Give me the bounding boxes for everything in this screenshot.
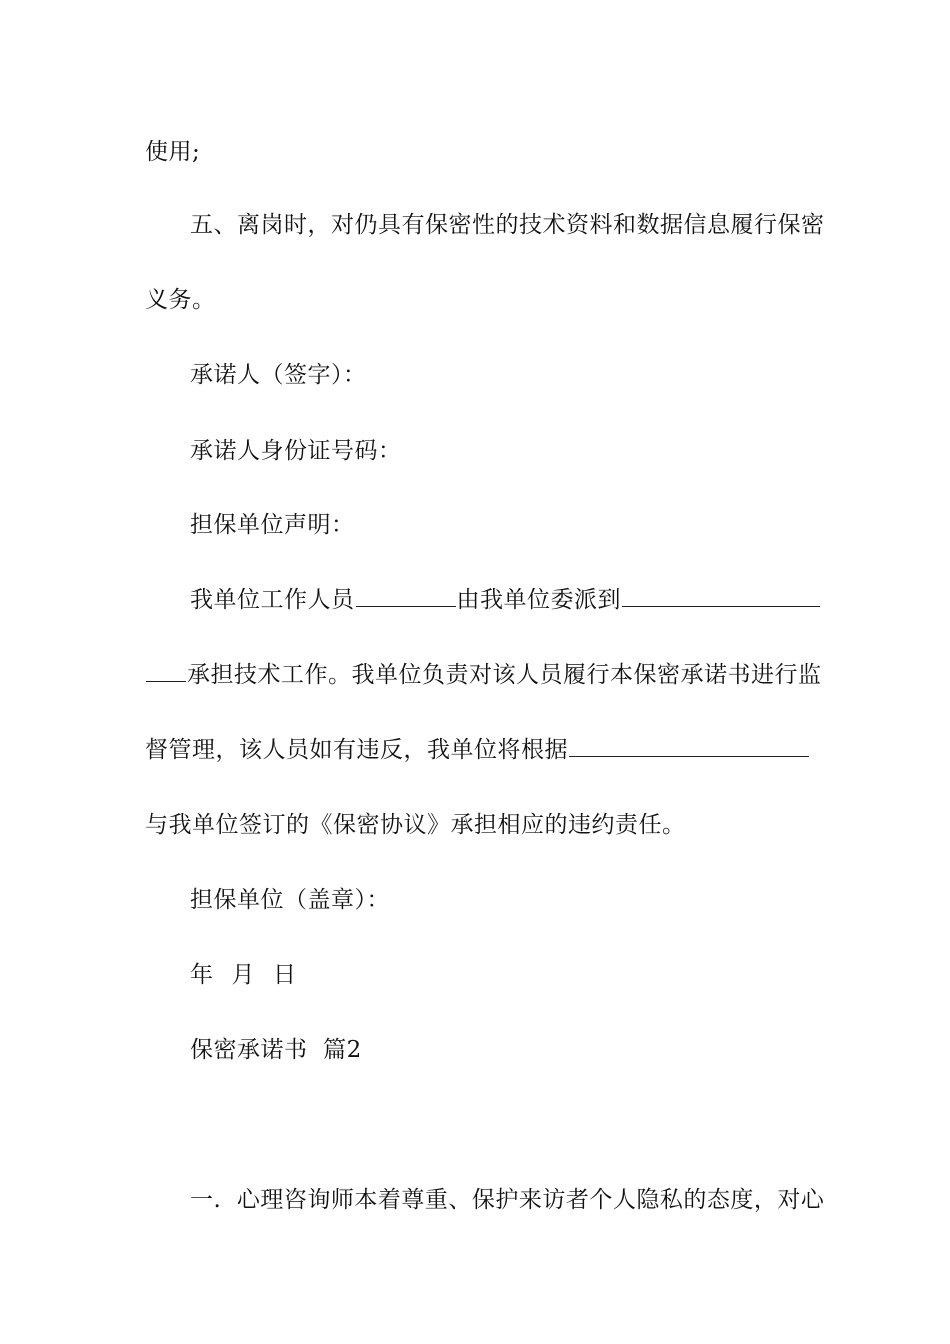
- seal-line: [190, 885, 815, 915]
- line-text: 承担技术工作。我单位负责对该人员履行本保密承诺书进行监: [187, 662, 822, 688]
- line-text: 义务。: [145, 287, 216, 313]
- line-text: 保密承诺书 篇2: [190, 1037, 362, 1063]
- text-line-9: [145, 735, 815, 765]
- date-line: [190, 960, 815, 990]
- destination-blank-continued: [146, 661, 186, 682]
- line-text: 督管理，该人员如有违反，我单位将根据: [145, 737, 568, 763]
- id-number-line: [190, 436, 815, 466]
- name-blank: [356, 586, 456, 607]
- text-line-14: [190, 1185, 825, 1215]
- signature-line: [190, 360, 815, 390]
- line-text: 我单位工作人员: [190, 587, 355, 613]
- day-label: 日: [273, 962, 297, 988]
- guarantor-statement-heading: [190, 510, 815, 540]
- year-label: 年: [190, 962, 214, 988]
- line-text: 使用;: [145, 139, 201, 165]
- destination-blank: [622, 586, 820, 607]
- line-text: 担保单位声明：: [190, 512, 355, 538]
- text-line-7: [190, 585, 815, 615]
- line-text: 与我单位签订的《保密协议》承担相应的违约责任。: [145, 812, 686, 838]
- line-text: 承诺人（签字）：: [190, 362, 367, 388]
- text-line-1: [145, 137, 815, 167]
- line-text: 五、离岗时，对仍具有保密性的技术资料和数据信息履行保密: [190, 212, 825, 238]
- text-line-10: [145, 810, 815, 840]
- line-text: 由我单位委派到: [456, 587, 621, 613]
- text-line-8: [145, 660, 822, 690]
- line-text: 担保单位（盖章）：: [190, 887, 390, 913]
- text-line-3: [145, 285, 815, 315]
- line-text: 承诺人身份证号码：: [190, 438, 402, 464]
- month-label: 月: [231, 962, 255, 988]
- basis-blank: [569, 736, 809, 757]
- line-text: 一. 心理咨询师本着尊重、保护来访者个人隐私的态度，对心: [190, 1187, 825, 1213]
- section-title: [190, 1035, 815, 1065]
- text-line-2: [190, 210, 825, 240]
